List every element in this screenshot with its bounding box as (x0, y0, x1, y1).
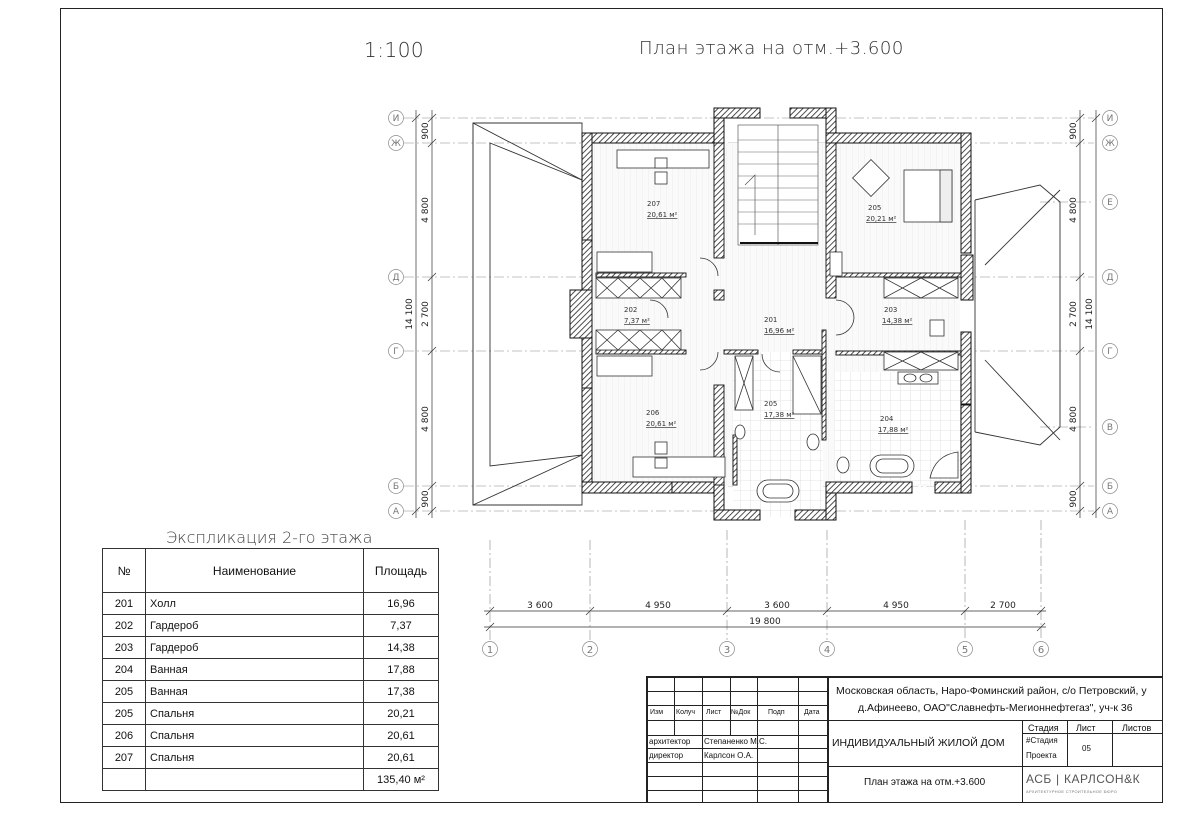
room-num: 203 (884, 306, 898, 314)
room-area: 17,38 м² (764, 411, 795, 419)
name-director: Карлсон О.А. (704, 751, 754, 760)
axis-label: И (392, 114, 400, 124)
company-logo: АСБ | КАРЛСОН&К АРХИТЕКТУРНОЕ СТРОИТЕЛЬНОЕ БЮРО (1026, 772, 1141, 794)
axis-label: И (1106, 114, 1114, 124)
col-header: № (103, 549, 146, 593)
cell-area: 20,21 (364, 703, 439, 725)
room-num: 205 (764, 400, 778, 408)
dim-text: 4 800 (1069, 197, 1079, 223)
axis-label: Д (1106, 273, 1114, 283)
title-block (646, 676, 1163, 803)
dim-text: 4 800 (1069, 406, 1079, 432)
room-area: 20,21 м² (866, 215, 897, 223)
axis-label: 3 (723, 645, 731, 656)
table-row (103, 593, 439, 615)
total-area: 135,40 м² (364, 769, 439, 791)
room-area: 20,61 м² (647, 211, 678, 219)
dim-text: 900 (421, 122, 431, 140)
col-koluch: Колуч (676, 709, 696, 716)
location-line-2: д.Афинеево, ОАО"Славнефть-Мегионнефтегаз", уч-к 36 (858, 702, 1133, 714)
axis-label: В (1106, 423, 1114, 433)
cell-num: 201 (103, 593, 146, 615)
cell-area: 14,38 (364, 637, 439, 659)
col-doc: №Док (731, 709, 751, 716)
col-izm: Изм (650, 709, 664, 716)
cell-name: Ванная (146, 659, 364, 681)
dim-text: 4 950 (645, 601, 671, 611)
dim-text: 4 800 (421, 197, 431, 223)
table-total-row (103, 769, 439, 791)
stage-header: Стадия (1028, 723, 1059, 733)
axis-label: Ж (1105, 139, 1115, 149)
dim-text: 900 (1069, 122, 1079, 140)
dim-text: 3 600 (527, 601, 553, 611)
axis-label: А (1106, 507, 1114, 517)
col-data: Дата (804, 709, 820, 716)
table-row (103, 703, 439, 725)
cell-num: 203 (103, 637, 146, 659)
dim-text: 3 600 (764, 601, 790, 611)
explication-title: Экспликация 2-го этажа (166, 528, 373, 547)
axis-label: 2 (586, 645, 594, 656)
cell-area: 17,38 (364, 681, 439, 703)
dim-text: 4 950 (883, 601, 909, 611)
axis-label: Б (1106, 482, 1114, 492)
cell-num: 202 (103, 615, 146, 637)
cell-name: Спальня (146, 703, 364, 725)
col-podp: Подп (768, 709, 785, 716)
axis-markers-right (1103, 111, 1118, 519)
axis-label: 4 (823, 645, 831, 656)
cell-area: 20,61 (364, 725, 439, 747)
room-area: 14,38 м² (882, 317, 913, 325)
dim-text: 4 800 (421, 406, 431, 432)
cell-name: Гардероб (146, 637, 364, 659)
sheet-value: 05 (1082, 744, 1091, 753)
cell-name: Гардероб (146, 615, 364, 637)
location-line-1: Московская область, Наро-Фоминский район, с/о Петровский, у (836, 685, 1147, 697)
roof-left (473, 123, 582, 505)
stage-value-1: #Стадия (1026, 736, 1058, 745)
col-list: Лист (706, 709, 722, 716)
table-row (103, 637, 439, 659)
cell-name: Ванная (146, 681, 364, 703)
room-num: 207 (647, 200, 661, 208)
dim-text: 14 100 (405, 298, 415, 330)
stage-value-2: Проекта (1026, 751, 1057, 760)
axis-label: Г (1107, 347, 1113, 357)
room-area: 16,96 м² (764, 327, 795, 335)
dim-text: 14 100 (1085, 298, 1095, 330)
plan-title: План этажа на отм.+3.600 (639, 38, 904, 59)
room-area: 7,37 м² (624, 317, 650, 325)
name-architect: Степаненко М.С. (704, 737, 768, 746)
role-architect: архитектор (649, 737, 691, 746)
role-director: директор (649, 751, 684, 760)
axis-label: 6 (1037, 645, 1045, 656)
staircase (738, 125, 818, 245)
roof-right (975, 185, 1060, 445)
scale-label: 1:100 (364, 38, 425, 62)
cell-area: 16,96 (364, 593, 439, 615)
dim-text: 19 800 (749, 617, 781, 627)
sheet-header: Лист (1076, 723, 1096, 733)
dim-text: 900 (421, 490, 431, 508)
cell-name: Спальня (146, 747, 364, 769)
table-row (103, 747, 439, 769)
axis-label: Ж (391, 139, 401, 149)
cell-area: 17,88 (364, 659, 439, 681)
axis-label: Д (392, 273, 400, 283)
cell-num: 204 (103, 659, 146, 681)
drawing-name: План этажа на отм.+3.600 (864, 777, 986, 788)
cell-num: 205 (103, 703, 146, 725)
room-num: 202 (624, 306, 638, 314)
dim-text: 900 (1069, 490, 1079, 508)
table-row (103, 659, 439, 681)
dim-text: 2 700 (990, 601, 1016, 611)
table-row (103, 615, 439, 637)
axis-label: Е (1107, 198, 1113, 208)
room-num: 204 (880, 415, 894, 423)
axis-markers-left (389, 111, 404, 519)
axis-label: 1 (486, 645, 494, 656)
col-header: Наименование (146, 549, 364, 593)
axis-label: Б (392, 482, 400, 492)
dim-text: 2 700 (421, 301, 431, 327)
sheets-header: Листов (1122, 723, 1152, 733)
axis-label: Г (393, 347, 399, 357)
table-row (103, 725, 439, 747)
cell-area: 7,37 (364, 615, 439, 637)
project-name: ИНДИВИДУАЛЬНЫЙ ЖИЛОЙ ДОМ (832, 737, 1005, 749)
cell-num: 207 (103, 747, 146, 769)
cell-num: 205 (103, 681, 146, 703)
table-row (103, 681, 439, 703)
cell-area: 20,61 (364, 747, 439, 769)
cell-name: Холл (146, 593, 364, 615)
cell-name: Спальня (146, 725, 364, 747)
explication-table (102, 548, 439, 791)
axis-label: 5 (961, 645, 969, 656)
room-area: 17,88 м² (878, 426, 909, 434)
cell-num: 206 (103, 725, 146, 747)
table-header-row (103, 549, 439, 593)
room-num: 205 (868, 204, 882, 212)
col-header: Площадь (364, 549, 439, 593)
room-area: 20,61 м² (646, 420, 677, 428)
room-num: 206 (646, 409, 660, 417)
dim-text: 2 700 (1069, 301, 1079, 327)
room-num: 201 (764, 316, 778, 324)
axis-label: А (392, 507, 400, 517)
